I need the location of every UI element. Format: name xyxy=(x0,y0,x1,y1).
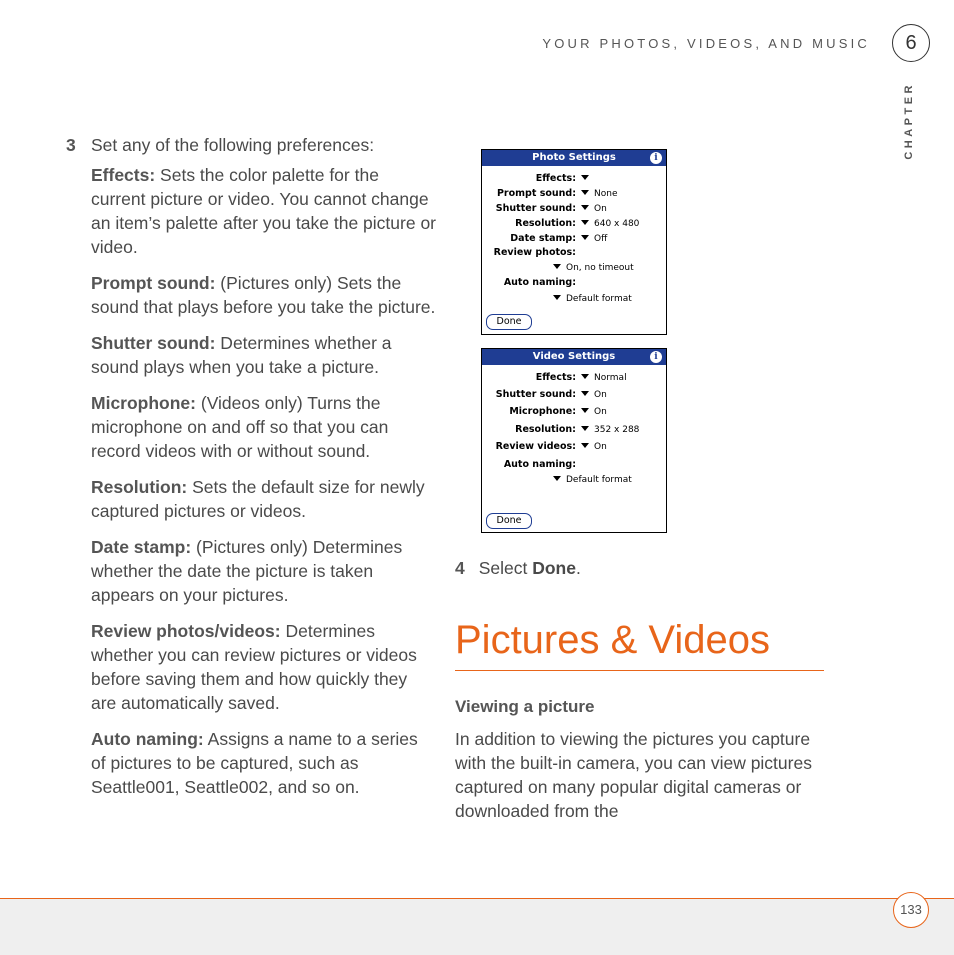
chapter-number-badge: 6 xyxy=(892,24,930,62)
settings-row xyxy=(482,388,666,402)
preference-item xyxy=(91,475,436,523)
done-button[interactable]: Done xyxy=(486,513,532,529)
settings-row xyxy=(482,458,666,472)
screen-title: Photo Settings xyxy=(532,152,616,163)
settings-row xyxy=(482,292,666,306)
settings-picker[interactable] xyxy=(581,371,627,385)
preference-term: Auto naming: xyxy=(91,729,204,749)
step-4 xyxy=(455,556,581,580)
dropdown-arrow-icon xyxy=(581,235,589,240)
step-bold-term: Done xyxy=(532,558,576,578)
settings-row xyxy=(482,371,666,385)
preference-description: (Pictures only) Sets the sound that plays before you take the picture. xyxy=(91,273,436,317)
settings-row xyxy=(482,405,666,419)
page-number: 133 xyxy=(893,892,929,928)
settings-picker[interactable] xyxy=(581,232,607,246)
dropdown-arrow-icon xyxy=(581,391,589,396)
preference-item xyxy=(91,535,436,607)
preference-item xyxy=(91,271,436,319)
screen-title: Video Settings xyxy=(532,351,616,362)
settings-value: On xyxy=(594,390,607,400)
settings-label: Auto naming: xyxy=(503,459,576,470)
settings-picker[interactable] xyxy=(581,202,607,216)
step-text-end: . xyxy=(575,558,581,578)
settings-value: Default format xyxy=(566,294,632,304)
settings-row xyxy=(482,232,666,246)
settings-label: Prompt sound: xyxy=(496,188,576,199)
settings-row xyxy=(482,261,666,275)
preference-item xyxy=(91,391,436,463)
dropdown-arrow-icon xyxy=(581,220,589,225)
chapter-label: CHAPTER xyxy=(903,82,915,160)
settings-label: Microphone: xyxy=(509,406,576,417)
settings-label: Review photos: xyxy=(493,247,576,258)
settings-row xyxy=(482,423,666,437)
dropdown-arrow-icon xyxy=(581,374,589,379)
preference-description: Determines whether a sound plays when you take a picture. xyxy=(91,333,392,377)
preference-term: Prompt sound: xyxy=(91,273,216,293)
settings-value: On xyxy=(594,204,607,214)
preference-item xyxy=(91,331,436,379)
dropdown-arrow-icon xyxy=(581,190,589,195)
preference-description: (Pictures only) Determines whether the date the picture is taken appears on your pictures. xyxy=(91,537,403,605)
settings-row xyxy=(482,246,666,260)
settings-label: Review videos: xyxy=(495,441,576,452)
screen-title-bar xyxy=(482,150,666,166)
preference-term: Resolution: xyxy=(91,477,188,497)
settings-label: Resolution: xyxy=(515,218,576,229)
preference-term: Shutter sound: xyxy=(91,333,216,353)
settings-value: None xyxy=(594,189,618,199)
screen-title-bar xyxy=(482,349,666,365)
step-text: Set any of the following preferences: xyxy=(91,135,375,155)
settings-row xyxy=(482,172,666,186)
settings-picker[interactable] xyxy=(581,405,607,419)
settings-picker[interactable] xyxy=(553,261,634,275)
settings-label: Effects: xyxy=(535,173,576,184)
settings-row xyxy=(482,217,666,231)
settings-row xyxy=(482,440,666,454)
settings-picker[interactable] xyxy=(581,187,617,201)
section-title: Pictures & Videos xyxy=(455,618,770,662)
settings-label: Shutter sound: xyxy=(495,203,576,214)
step-text: Select xyxy=(478,558,533,578)
settings-label: Shutter sound: xyxy=(495,389,576,400)
settings-value: On xyxy=(594,442,607,452)
settings-value: On xyxy=(594,407,607,417)
preference-description: Determines whether you can review pictures or videos before saving them and how quickly they are automatically saved. xyxy=(91,621,417,713)
preference-term: Effects: xyxy=(91,165,156,185)
step-number: 4 xyxy=(455,558,465,578)
settings-picker[interactable] xyxy=(581,423,639,437)
preference-term: Review photos/videos: xyxy=(91,621,281,641)
dropdown-arrow-icon xyxy=(581,443,589,448)
done-button[interactable]: Done xyxy=(486,314,532,330)
info-icon[interactable]: i xyxy=(650,351,662,363)
preference-item xyxy=(91,619,436,715)
dropdown-arrow-icon xyxy=(553,264,561,269)
settings-value: Off xyxy=(594,234,608,244)
settings-picker[interactable] xyxy=(581,217,639,231)
dropdown-arrow-icon xyxy=(553,476,561,481)
photo-settings-screen xyxy=(481,149,667,335)
settings-picker[interactable] xyxy=(553,292,632,306)
dropdown-arrow-icon xyxy=(581,175,589,180)
settings-picker[interactable] xyxy=(553,473,632,487)
preference-item xyxy=(91,163,436,259)
settings-label: Date stamp: xyxy=(510,233,576,244)
dropdown-arrow-icon xyxy=(581,426,589,431)
preference-description: Sets the default size for newly captured pictures or videos. xyxy=(91,477,425,521)
settings-row xyxy=(482,202,666,216)
settings-picker[interactable] xyxy=(581,440,607,454)
preference-description: Assigns a name to a series of pictures to be captured, such as Seattle001, Seattle002, and so on. xyxy=(91,729,418,797)
video-settings-screen xyxy=(481,348,667,533)
settings-value: 640 x 480 xyxy=(594,219,640,229)
step-number: 3 xyxy=(66,135,76,155)
preference-item xyxy=(91,727,436,799)
settings-label: Effects: xyxy=(535,372,576,383)
dropdown-arrow-icon xyxy=(581,205,589,210)
settings-label: Auto naming: xyxy=(503,277,576,288)
body-paragraph: In addition to viewing the pictures you capture with the built-in camera, you can view pictures captured on many popular digital cameras or downloaded from the xyxy=(455,729,812,821)
preference-description: Sets the color palette for the current picture or video. You cannot change an item’s palette after you take the picture or video. xyxy=(91,165,437,257)
settings-value: Normal xyxy=(594,373,627,383)
settings-picker[interactable] xyxy=(581,388,607,402)
info-icon[interactable]: i xyxy=(650,152,662,164)
settings-value: 352 x 288 xyxy=(594,425,640,435)
section-rule xyxy=(455,670,824,671)
settings-value: Default format xyxy=(566,475,632,485)
running-header: YOUR PHOTOS, VIDEOS, AND MUSIC xyxy=(542,36,870,51)
settings-picker[interactable] xyxy=(581,172,594,186)
settings-row xyxy=(482,187,666,201)
settings-row xyxy=(482,276,666,290)
page-footer xyxy=(0,898,954,955)
preference-term: Microphone: xyxy=(91,393,196,413)
settings-label: Resolution: xyxy=(515,424,576,435)
preference-description: (Videos only) Turns the microphone on and off so that you can record videos with or without sound. xyxy=(91,393,389,461)
settings-row xyxy=(482,473,666,487)
settings-value: On, no timeout xyxy=(566,263,634,273)
step-3-block xyxy=(66,133,436,799)
subheading: Viewing a picture xyxy=(455,697,595,716)
dropdown-arrow-icon xyxy=(581,408,589,413)
preference-term: Date stamp: xyxy=(91,537,192,557)
dropdown-arrow-icon xyxy=(553,295,561,300)
